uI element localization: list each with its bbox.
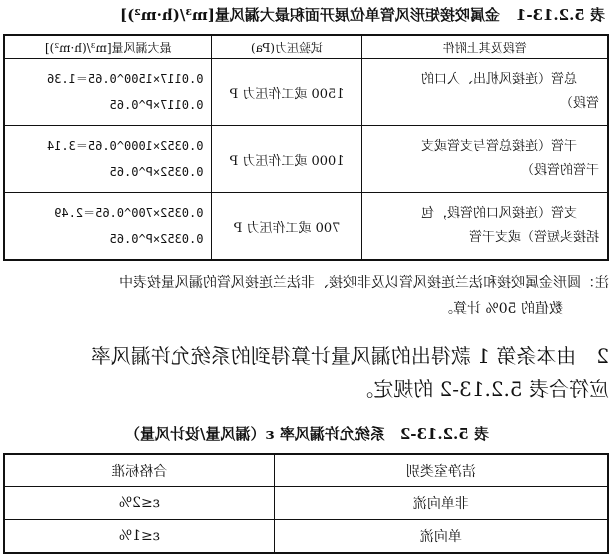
max-leakage-cell bbox=[4, 193, 212, 261]
table1-title bbox=[5, 4, 605, 25]
pipe-section-line1: 干管（连接总管与支管或支 bbox=[420, 139, 577, 154]
clause-paragraph bbox=[5, 340, 609, 406]
cleanroom-category-cell: 单向流 bbox=[274, 520, 608, 554]
test-pressure-cell: 700 或工作压力 P bbox=[212, 193, 362, 261]
table2-title: 表 5.2.13-2 系统允许漏风率 ε（漏风量/设计风量） bbox=[125, 425, 489, 443]
header-pipe-section: 管段及其上附件 bbox=[362, 35, 608, 59]
leakage-table bbox=[3, 34, 609, 261]
paragraph-line1: 2 由本条第 1 款得出的漏风量计算得到的系统允许漏风率 bbox=[90, 344, 609, 368]
formula-line1: 0.0352×700^0.65＝2.49 bbox=[54, 206, 204, 220]
paragraph-line2: 应符合表 5.2.13-2 的规定。 bbox=[353, 377, 609, 401]
pipe-section-line2: 干管的管段） bbox=[520, 163, 599, 178]
formula-line2: 0.0117×P^0.65 bbox=[109, 98, 204, 112]
table1-title-prefix: 表 5.2.13-1 bbox=[515, 6, 605, 24]
table1-title-unit: [m³/(h·m²)] bbox=[120, 6, 215, 24]
pipe-section-cell bbox=[362, 193, 608, 261]
pipe-section-line1: 总管（连接风机出、入口的 bbox=[420, 72, 577, 87]
test-pressure-cell: 1000 或工作压力 P bbox=[212, 126, 362, 193]
max-leakage-cell bbox=[4, 126, 212, 193]
formula-line2: 0.0352×P^0.65 bbox=[109, 165, 204, 179]
table1-title-main: 金属咬接矩形风管单位展开面积最大漏风量 bbox=[214, 6, 500, 24]
test-pressure-cell: 1500 或工作压力 P bbox=[212, 59, 362, 126]
pipe-section-cell bbox=[362, 126, 608, 193]
pipe-section-line2: 括接头短管）或支干管 bbox=[468, 230, 599, 245]
leakage-rate-table bbox=[3, 453, 609, 554]
table-row bbox=[4, 520, 608, 554]
formula-line1: 0.0117×1500^0.65＝1.36 bbox=[47, 72, 204, 86]
header-cleanroom-category: 洁净室类别 bbox=[274, 454, 608, 487]
table1-note bbox=[5, 270, 609, 322]
table1-header-row bbox=[4, 35, 608, 59]
acceptance-standard-cell: ε≤2% bbox=[4, 487, 274, 520]
cleanroom-category-cell: 非单向流 bbox=[274, 487, 608, 520]
table-row bbox=[4, 487, 608, 520]
header-test-pressure: 试验压力(Pa) bbox=[212, 35, 362, 59]
header-max-leakage: 最大漏风量[m³/(h·m²)] bbox=[4, 35, 212, 59]
max-leakage-cell bbox=[4, 59, 212, 126]
note-line1: 注：圆形金属咬接和法兰连接风管以及非咬接、非法兰连接风管的漏风量按表中 bbox=[119, 275, 609, 291]
header-acceptance-standard: 合格标准 bbox=[4, 454, 274, 487]
pipe-section-line2: 管段） bbox=[559, 96, 599, 111]
table2-header-row bbox=[4, 454, 608, 487]
formula-line1: 0.0352×1000^0.65＝3.14 bbox=[47, 139, 204, 153]
note-line2: 数值的 50% 计算。 bbox=[438, 301, 563, 317]
acceptance-standard-cell: ε≤1% bbox=[4, 520, 274, 554]
table-row bbox=[4, 193, 608, 261]
table-row bbox=[4, 126, 608, 193]
table-row bbox=[4, 59, 608, 126]
pipe-section-cell bbox=[362, 59, 608, 126]
formula-line2: 0.0352×P^0.65 bbox=[109, 232, 204, 246]
pipe-section-line1: 支管（连接风口的管段，包 bbox=[420, 206, 577, 221]
